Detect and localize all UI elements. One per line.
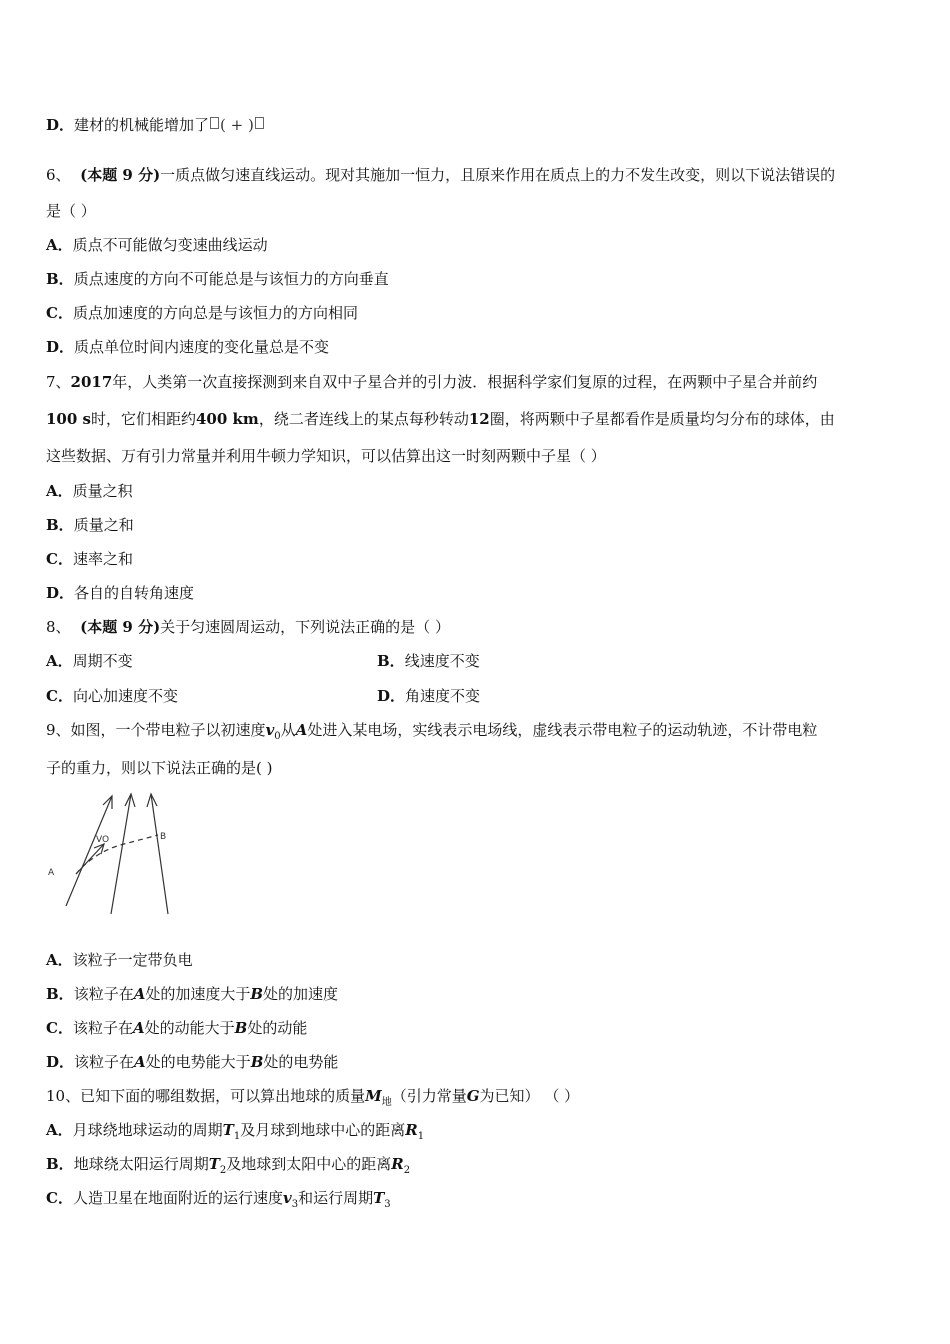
q6-option-c: C．质点加速度的方向总是与该恒力的方向相同 — [46, 304, 358, 322]
q7-option-d: D．各自的自转角速度 — [46, 584, 195, 602]
q7-option-a: A．质量之积 — [46, 482, 133, 500]
label-a: A — [48, 868, 55, 878]
q7-option-c: C．速率之和 — [46, 550, 133, 568]
q10-option-b: B．地球绕太阳运行周期$T_2$及地球到太阳中心的距离$R_2$ — [46, 1155, 411, 1176]
q9-stem-line2: 子的重力，则以下说法正确的是( ) — [46, 759, 273, 777]
q8-option-b: B．线速度不变 — [377, 652, 480, 670]
q8-option-d: D．角速度不变 — [377, 687, 481, 705]
label-b: B — [160, 832, 167, 842]
formula-placeholder-icon — [210, 117, 219, 129]
q7-stem-line3: 这些数据、万有引力常量并利用牛顿力学知识，可以估算出这一时刻两颗中子星（ ） — [46, 447, 606, 465]
q9-option-d: D．该粒子在A处的电势能大于B处的电势能 — [46, 1053, 339, 1071]
particle-trajectory — [76, 835, 158, 874]
field-line-3 — [151, 794, 168, 914]
q8-stem: 8、 (本题 9 分)关于匀速圆周运动，下列说法正确的是（ ） — [46, 618, 450, 636]
q7-stem-line1: 7、2017年，人类第一次直接探测到来自双中子星合并的引力波．根据科学家们复原的过程，在两颗中子星合并前约 — [46, 373, 818, 391]
q9-field-diagram — [44, 788, 184, 918]
q9-stem-line1: 9、如图，一个带电粒子以初速度$v_0$从A处进入某电场，实线表示电场线，虚线表示带电粒子的运动轨迹，不计带电粒 — [46, 721, 818, 742]
q6-option-b: B．质点速度的方向不可能总是与该恒力的方向垂直 — [46, 270, 389, 288]
label-v0: VO — [96, 835, 110, 845]
q9-option-b: B．该粒子在A处的加速度大于B处的加速度 — [46, 985, 339, 1003]
q6-option-d: D．质点单位时间内速度的变化量总是不变 — [46, 338, 330, 356]
q5-formula: ( + ) — [209, 116, 265, 134]
q5-option-d: D．建材的机械能增加了 ( + ) — [46, 115, 265, 135]
q7-stem-line2: 100 s时，它们相距约400 km，绕二者连线上的某点每秒转动12圈，将两颗中子星都看作是质量均匀分布的球体，由 — [46, 410, 835, 428]
formula-placeholder-icon — [255, 117, 264, 129]
q10-stem: 10、已知下面的哪组数据，可以算出地球的质量$M_地$（引力常量G为已知） （ ） — [46, 1087, 580, 1108]
q6-stem-line1: 6、 (本题 9 分)一质点做匀速直线运动。现对其施加一恒力，且原来作用在质点上的力不发生改变，则以下说法错误的 — [46, 166, 836, 184]
q9-option-c: C．该粒子在A处的动能大于B处的动能 — [46, 1019, 308, 1037]
q7-option-b: B．质量之和 — [46, 516, 134, 534]
field-line-2 — [111, 794, 131, 914]
q9-option-a: A．该粒子一定带负电 — [46, 951, 193, 969]
q10-option-a: A．月球绕地球运动的周期$T_1$及月球到地球中心的距离$R_1$ — [46, 1121, 425, 1142]
q6-stem-line2: 是（ ） — [46, 202, 96, 220]
q8-option-c: C．向心加速度不变 — [46, 687, 178, 705]
q8-option-a: A．周期不变 — [46, 652, 133, 670]
q10-option-c: C．人造卫星在地面附近的运行速度$v_3$和运行周期$T_3$ — [46, 1189, 391, 1210]
q6-option-a: A．质点不可能做匀变速曲线运动 — [46, 236, 268, 254]
